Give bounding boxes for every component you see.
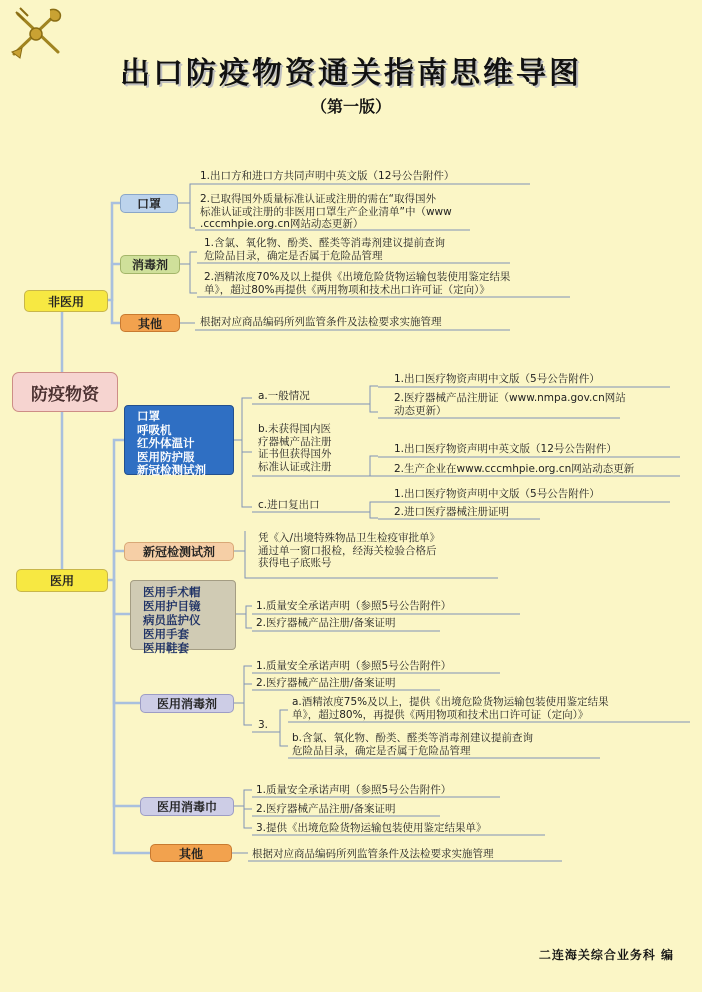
non-medical-mask-item-2: 2.已取得国外质量标准认证或注册的需在“取得国外 标准认证或注册的非医用口罩生产企业清单”中（www .cccmhpie.org.cn网站动态更新） — [200, 193, 452, 230]
case-a-label: a.一般情况 — [258, 390, 310, 402]
case-c-item-1: 1.出口医疗物资声明中文版（5号公告附件） — [394, 488, 600, 500]
case-c-label: c.进口复出口 — [258, 499, 320, 511]
page-subtitle: （第一版） — [310, 97, 391, 116]
root-node: 防疫物资 — [12, 372, 118, 412]
medical-group1-item: 呼吸机 — [137, 422, 172, 437]
test-kit-node: 新冠检测试剂 — [124, 542, 234, 561]
medical-wipes-item-2: 2.医疗器械产品注册/备案证明 — [256, 803, 396, 815]
non-medical-other-node: 其他 — [120, 314, 180, 332]
medical-group1-box — [124, 405, 234, 475]
page-title: 出口防疫物资通关指南思维导图 — [120, 56, 582, 91]
case-b-label: b.未获得国内医 疗器械产品注册 证书但获得国外 标准认证或注册 — [258, 423, 332, 473]
medical-group2-box — [130, 580, 236, 655]
case-a-item-2: 2.医疗器械产品注册证（www.nmpa.gov.cn网站 动态更新） — [394, 392, 626, 417]
medical-other-text: 根据对应商品编码所列监管条件及法检要求实施管理 — [252, 848, 494, 860]
medical-group1-item: 新冠检测试剂 — [137, 463, 206, 477]
case-b-item-2: 2.生产企业在www.cccmhpie.org.cn网站动态更新 — [394, 463, 635, 475]
case-a-item-1: 1.出口医疗物资声明中文版（5号公告附件） — [394, 373, 600, 385]
non-medical-disinfectant-node: 消毒剂 — [120, 255, 180, 274]
case-b-item-1: 1.出口医疗物资声明中英文版（12号公告附件） — [394, 443, 617, 455]
medical-group2-item: 医用鞋套 — [143, 641, 189, 655]
case-c-item-2: 2.进口医疗器械注册证明 — [394, 506, 510, 518]
group2-doc-1: 1.质量安全承诺声明（参照5号公告附件） — [256, 600, 452, 612]
footer-credit: 二连海关综合业务科 编 — [538, 948, 674, 962]
medical-group1-item: 口罩 — [137, 409, 160, 423]
non-medical-mask-node: 口罩 — [120, 194, 178, 213]
medical-wipes-node: 医用消毒巾 — [140, 797, 234, 816]
medical-other-node: 其他 — [150, 844, 232, 862]
group2-doc-2: 2.医疗器械产品注册/备案证明 — [256, 617, 396, 629]
medical-group1-item: 红外体温计 — [137, 436, 195, 450]
medical-group1-item: 医用防护服 — [137, 449, 195, 464]
medical-group2-item: 病员监护仪 — [143, 613, 201, 627]
non-medical-node: 非医用 — [24, 290, 108, 312]
medical-disinfectant-item-3a: a.酒精浓度75%及以上，提供《出境危险货物运输包装使用鉴定结果 单》，超过80%，再提供《两用物项和技术出口许可证（定向）》 — [292, 696, 609, 721]
medical-disinfectant-item-3b: b.含氯、氧化物、酚类、醛类等消毒剂建议提前查询 危险品目录，确定是否属于危险品管理 — [292, 732, 534, 757]
non-medical-mask-item-1: 1.出口方和进口方共同声明中英文版（12号公告附件） — [200, 170, 455, 182]
medical-group2-item: 医用手套 — [143, 627, 189, 641]
medical-wipes-item-3: 3.提供《出境危险货物运输包装使用鉴定结果单》 — [256, 822, 487, 834]
non-medical-other-text: 根据对应商品编码所列监管条件及法检要求实施管理 — [200, 316, 442, 328]
medical-wipes-item-1: 1.质量安全承诺声明（参照5号公告附件） — [256, 784, 452, 796]
medical-group2-item: 医用护目镜 — [143, 599, 201, 613]
medical-disinfectant-item-3-label: 3. — [258, 719, 269, 731]
medical-disinfectant-item-1: 1.质量安全承诺声明（参照5号公告附件） — [256, 660, 452, 672]
test-kit-text: 凭《入/出境特殊物品卫生检疫审批单》 通过单一窗口报检，经海关检验合格后 获得电子底账号 — [258, 532, 441, 569]
medical-group2-item: 医用手术帽 — [143, 585, 201, 599]
medical-disinfectant-node: 医用消毒剂 — [140, 694, 234, 713]
non-medical-disinfectant-item-1: 1.含氯、氧化物、酚类、醛类等消毒剂建议提前查询 危险品目录，确定是否属于危险品管理 — [204, 237, 446, 262]
medical-node: 医用 — [16, 569, 108, 592]
medical-disinfectant-item-2: 2.医疗器械产品注册/备案证明 — [256, 677, 396, 689]
non-medical-disinfectant-item-2: 2.酒精浓度70%及以上提供《出境危险货物运输包装使用鉴定结果 单》，超过80%再提供《两用物项和技术出口许可证（定向）》 — [204, 271, 511, 296]
